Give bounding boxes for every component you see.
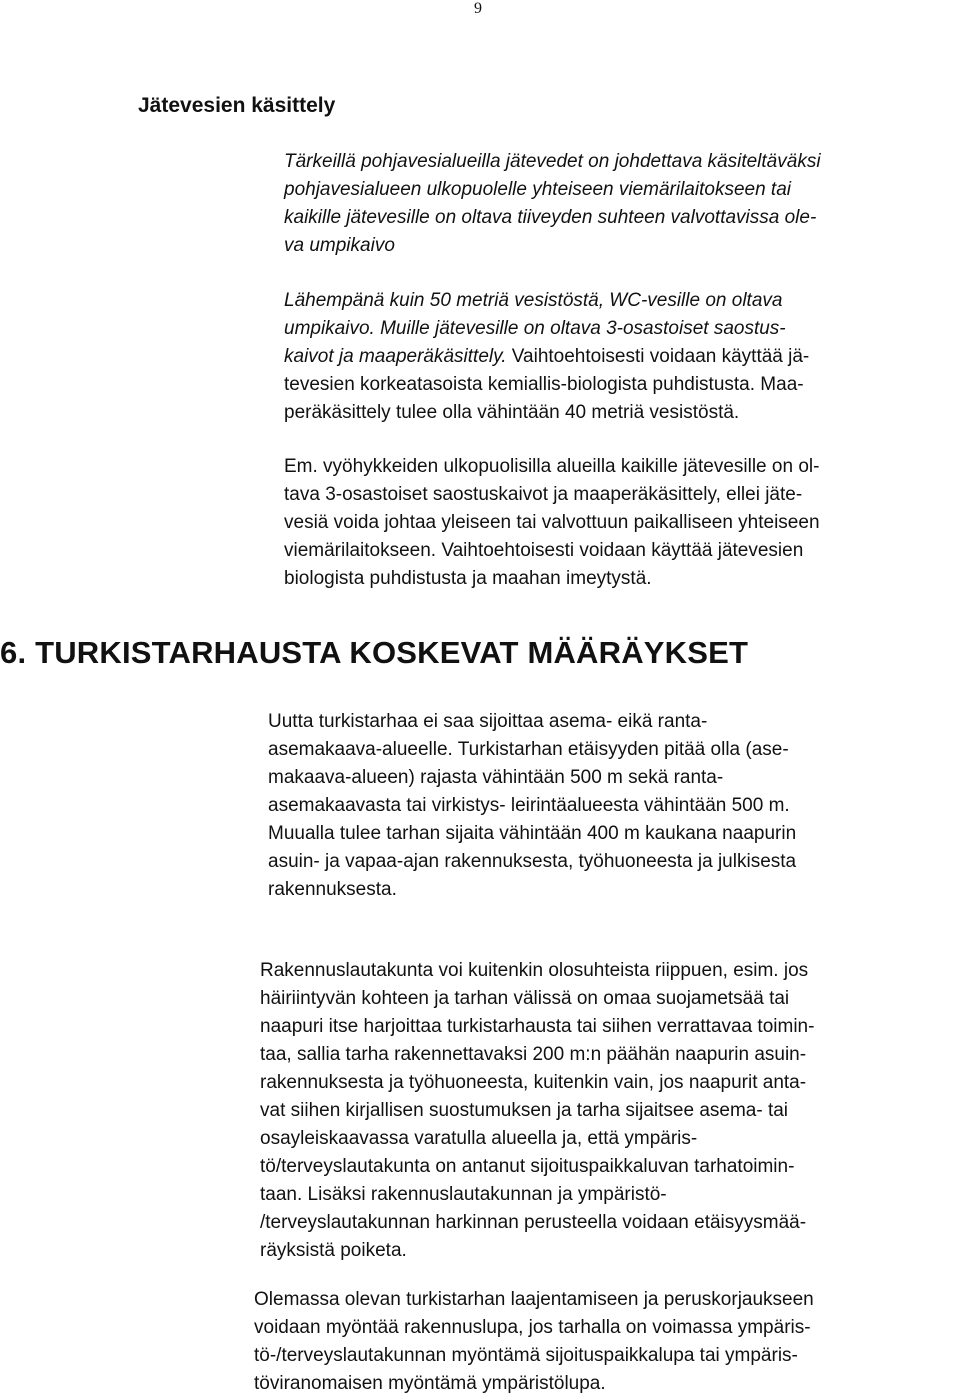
text-line: Olemassa olevan turkistarhan laajentamiseen ja peruskorjaukseen [254, 1289, 814, 1310]
text-line [284, 343, 809, 371]
text-line: tö-/terveyslautakunnan myöntämä sijoituspaikkalupa tai ympäris- [254, 1345, 798, 1366]
text-line: taan. Lisäksi rakennuslautakunnan ja ympäristö- [260, 1184, 667, 1205]
text-line: Muualla tulee tarhan sijaita vähintään 400 m kaukana naapurin [268, 823, 797, 844]
text-line: asemakaava-alueelle. Turkistarhan etäisyyden pitää olla (ase- [268, 739, 789, 760]
text-line: Uutta turkistarhaa ei saa sijoittaa asema- eikä ranta- [268, 711, 708, 732]
text-line: Lähempänä kuin 50 metriä vesistöstä, WC-vesille on oltava [284, 290, 783, 311]
text-line: naapuri itse harjoittaa turkistarhausta tai siihen verrattavaa toimin- [260, 1016, 815, 1037]
text-line: häiriintyvän kohteen ja tarhan välissä on omaa suojametsää tai [260, 988, 790, 1009]
text-line: Tärkeillä pohjavesialueilla jätevedet on johdettava käsiteltäväksi [284, 151, 821, 172]
section-heading-jatevesien-kasittely: Jätevesien käsittely [138, 94, 336, 117]
text-line: töviranomaisen myöntämä ympäristölupa. [254, 1373, 606, 1394]
text-line: rakennuksesta ja työhuoneesta, kuitenkin vain, jos naapurit anta- [260, 1072, 807, 1093]
text-line: tevesien korkeatasoista kemiallis-biologista puhdistusta. Maa- [284, 374, 804, 395]
text-line: osayleiskaavassa varatulla alueella ja, että ympäris- [260, 1128, 698, 1149]
text-line: tö/terveyslautakunta on antanut sijoituspaikkaluvan tarhatoimin- [260, 1156, 795, 1177]
text-span: Vaihtoehtoisesti voidaan käyttää jä- [506, 346, 810, 367]
text-line: /terveyslautakunnan harkinnan perusteella voidaan etäisyysmää- [260, 1212, 807, 1233]
text-line: Rakennuslautakunta voi kuitenkin olosuhteista riippuen, esim. jos [260, 960, 809, 981]
text-line: räyksistä poiketa. [260, 1240, 407, 1261]
text-line: asemakaavasta tai virkistys- leirintäalueesta vähintään 500 m. [268, 795, 790, 816]
text-line: Em. vyöhykkeiden ulkopuolisilla alueilla kaikille jätevesille on ol- [284, 456, 820, 477]
text-line: biologista puhdistusta ja maahan imeytystä. [284, 568, 652, 589]
text-line: voidaan myöntää rakennuslupa, jos tarhalla on voimassa ympäris- [254, 1317, 811, 1338]
text-line: rakennuksesta. [268, 879, 397, 900]
text-line: taa, sallia tarha rakennettavaksi 200 m:n päähän naapurin asuin- [260, 1044, 807, 1065]
text-line: pohjavesialueen ulkopuolelle yhteiseen viemärilaitokseen tai [284, 179, 791, 200]
text-line: asuin- ja vapaa-ajan rakennuksesta, työhuoneesta ja julkisesta [268, 851, 797, 872]
text-line: peräkäsittely tulee olla vähintään 40 metriä vesistöstä. [284, 402, 740, 423]
text-line: umpikaivo. Muille jätevesille on oltava 3-osastoiset saostus- [284, 318, 786, 339]
text-line: vesiä voida johtaa yleiseen tai valvottuun paikalliseen yhteiseen [284, 512, 820, 533]
text-line: tava 3-osastoiset saostuskaivot ja maaperäkäsittely, ellei jäte- [284, 484, 803, 505]
text-line: vat siihen kirjallisen suostumuksen ja tarha sijaitsee asema- tai [260, 1100, 789, 1121]
text-line: viemärilaitokseen. Vaihtoehtoisesti voidaan käyttää jätevesien [284, 540, 804, 561]
text-span-italic: kaivot ja maaperäkäsittely. [284, 346, 507, 367]
text-line: kaikille jätevesille on oltava tiiveyden suhteen valvottavissa ole- [284, 207, 817, 228]
section-heading-turkistarhaus: 6. TURKISTARHAUSTA KOSKEVAT MÄÄRÄYKSET [0, 635, 749, 670]
text-line: va umpikaivo [284, 235, 395, 256]
page-number: 9 [474, 0, 482, 17]
text-line: makaava-alueen) rajasta vähintään 500 m sekä ranta- [268, 767, 724, 788]
